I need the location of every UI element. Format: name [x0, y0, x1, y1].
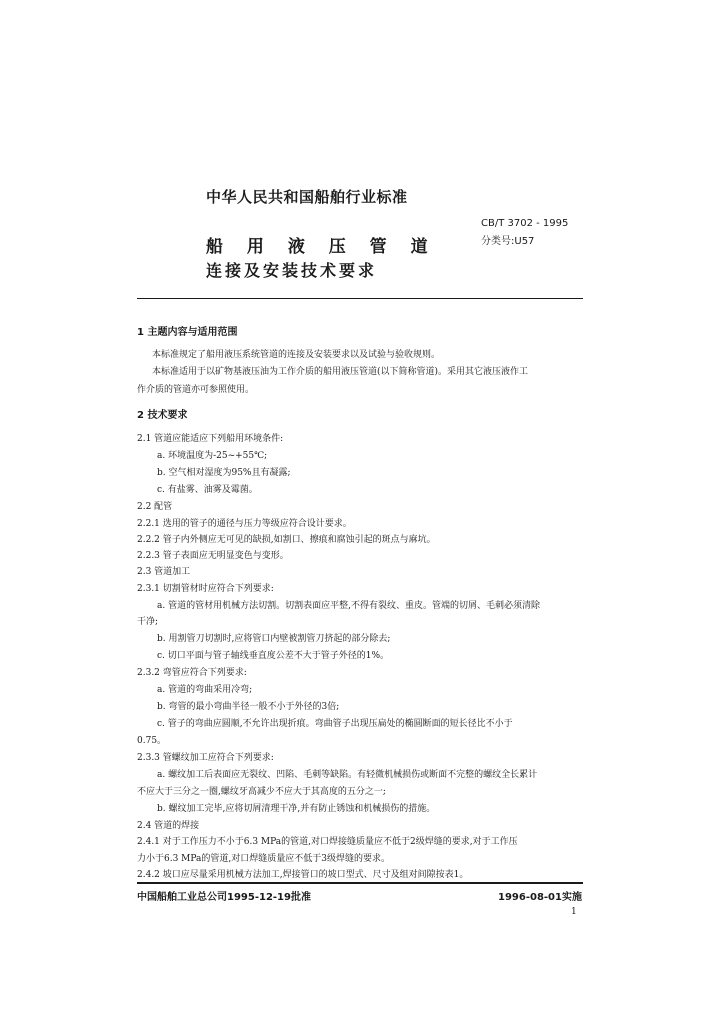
- clause: 2.2 配管: [137, 502, 173, 512]
- clause-item: a. 管道的管材用机械方法切割。切割表面应平整,不得有裂纹、重皮。管端的切屑、毛刺必须清除: [157, 601, 540, 611]
- clause-item: a. 环境温度为-25~+55℃;: [157, 451, 268, 461]
- clause-item: c. 有盐雾、油雾及霉菌。: [157, 485, 258, 495]
- clause-item: a. 管道的弯曲采用冷弯;: [157, 685, 253, 695]
- clause: 力小于6.3 MPa的管道,对口焊缝质量应不低于3级焊缝的要求。: [137, 854, 390, 864]
- clause: 2.3.2 弯管应符合下列要求:: [137, 668, 247, 678]
- paragraph: 作介质的管道亦可参照使用。: [137, 385, 255, 395]
- clause-item: c. 管子的弯曲应圆顺,不允许出现折痕。弯曲管子出现压扁处的椭圆断面的短长径比不小于: [157, 719, 513, 729]
- clause: 2.3.3 管螺纹加工应符合下列要求:: [137, 753, 274, 763]
- page-number: 1: [571, 907, 577, 917]
- section-2-heading: 2 技术要求: [137, 410, 188, 421]
- approval-note: 中国船舶工业总公司1995-12-19批准: [137, 892, 311, 903]
- classification-number: 分类号:U57: [481, 236, 535, 247]
- clause-item: c. 切口平面与管子轴线垂直度公差不大于管子外径的1%。: [157, 651, 390, 661]
- clause-item: 不应大于三分之一圈,螺纹牙高减少不应大于其高度的五分之一;: [137, 787, 386, 797]
- standard-number: CB/T 3702 - 1995: [481, 218, 569, 229]
- clause: 2.4.1 对于工作压力不小于6.3 MPa的管道,对口焊接缝质量应不低于2级焊缝的要求,对于工作压: [137, 837, 518, 847]
- section-1-heading: 1 主题内容与适用范围: [137, 327, 238, 338]
- document-title-line2: 连接及安装技术要求: [206, 261, 378, 280]
- footer-divider: [137, 882, 583, 884]
- clause: 2.4.2 坡口应尽量采用机械方法加工,焊接管口的坡口型式、尺寸及组对间隙按表1。: [137, 870, 469, 880]
- clause: 2.3 管道加工: [137, 567, 191, 577]
- clause: 2.2.3 管子表面应无明显变色与变形。: [137, 551, 289, 561]
- clause-item: a. 螺纹加工后表面应无裂纹、凹陷、毛刺等缺陷。有轻微机械损伤或断面不完整的螺纹全长累计: [157, 770, 538, 780]
- issuing-authority-title: 中华人民共和国船舶行业标准: [206, 188, 408, 206]
- implementation-date: 1996-08-01实施: [498, 892, 582, 903]
- clause-item: b. 弯管的最小弯曲半径一般不小于外径的3倍;: [157, 702, 340, 712]
- clause-item: b. 用割管刀切割时,应将管口内壁被割管刀挤起的部分除去;: [157, 634, 391, 644]
- clause: 2.3.1 切割管材时应符合下列要求:: [137, 584, 274, 594]
- paragraph: 本标准适用于以矿物基液压油为工作介质的船用液压管道(以下简称管道)。采用其它液压液作工: [152, 367, 529, 377]
- clause-item: 干净;: [137, 617, 159, 627]
- clause-item: b. 空气相对湿度为95%且有凝露;: [157, 468, 291, 478]
- header-divider: [137, 298, 583, 299]
- clause-item: b. 螺纹加工完毕,应将切屑清理干净,并有防止锈蚀和机械损伤的措施。: [157, 804, 436, 814]
- clause: 2.2.2 管子内外侧应无可见的缺损,如割口、擦痕和腐蚀引起的斑点与麻坑。: [137, 535, 436, 545]
- clause: 2.2.1 选用的管子的通径与压力等级应符合设计要求。: [137, 519, 352, 529]
- paragraph: 本标准规定了船用液压系统管道的连接及安装要求以及试验与验收规则。: [152, 350, 441, 360]
- clause: 2.1 管道应能适应下列船用环境条件:: [137, 434, 284, 444]
- document-title-line1: 船 用 液 压 管 道: [206, 237, 437, 257]
- clause-item: 0.75。: [137, 736, 167, 746]
- clause: 2.4 管道的焊接: [137, 821, 200, 831]
